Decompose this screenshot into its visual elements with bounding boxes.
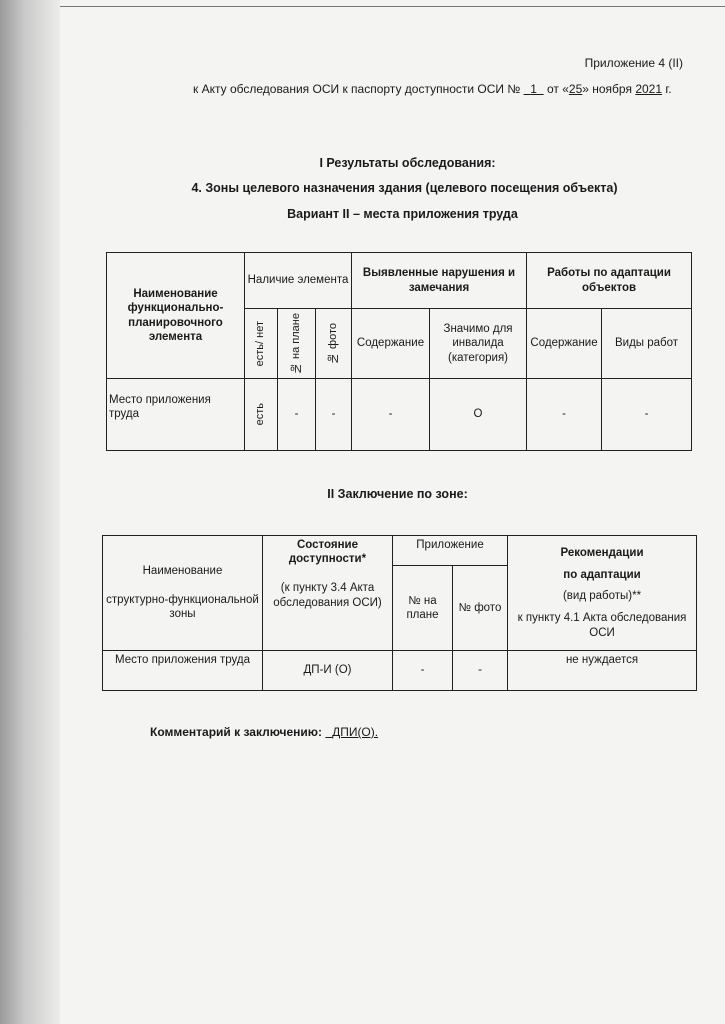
header-significant: Значимо для инвалида (категория) — [430, 309, 527, 379]
row-name: Место приложения труда — [107, 379, 245, 451]
header-work-types: Виды работ — [602, 309, 692, 379]
row-content-2: - — [527, 379, 602, 451]
header-violations: Выявленные нарушения и замечания — [352, 253, 527, 309]
act-month: » ноября — [582, 82, 632, 96]
header-content: Содержание — [352, 309, 430, 379]
row-plan-no-2: - — [393, 651, 453, 691]
row-zone-name: Место приложения труда — [103, 651, 263, 691]
comment-value: ДПИ(О). — [332, 725, 379, 739]
conclusion-table — [102, 535, 697, 691]
act-day: 25 — [568, 82, 583, 96]
row-state: ДП-И (О) — [263, 651, 393, 691]
table-row — [107, 379, 692, 451]
page-edge-line — [60, 6, 725, 7]
scan-shadow — [0, 0, 60, 1024]
header-appendix: Приложение — [393, 536, 508, 566]
header-adaptation: Работы по адаптации объектов — [527, 253, 692, 309]
row-yes-no: есть — [245, 379, 278, 451]
row-content: - — [352, 379, 430, 451]
header-photo-no-2: № фото — [453, 566, 508, 651]
header-recommendations: Рекомендации по адаптации (вид работы)** к пункту 4.1 Акта обследования ОСИ — [508, 536, 697, 651]
section1-subtitle: 4. Зоны целевого назначения здания (целевого посещения объекта) — [191, 181, 618, 195]
row-significant: О — [430, 379, 527, 451]
header-accessibility-state: Состояние доступности* (к пункту 3.4 Акта обследования ОСИ) — [263, 536, 393, 651]
row-photo-no: - — [316, 379, 352, 451]
row-photo-no-2: - — [453, 651, 508, 691]
act-suffix: г. — [665, 82, 672, 96]
act-number: 1 — [530, 82, 537, 96]
row-work-types: - — [602, 379, 692, 451]
act-prefix: к Акту обследования ОСИ к паспорту доступности ОСИ № — [193, 82, 521, 96]
results-table — [106, 252, 692, 451]
act-from: от « — [546, 82, 569, 96]
table-row — [103, 651, 697, 691]
act-reference-line — [193, 82, 672, 96]
comment-label: Комментарий к заключению: — [150, 725, 323, 739]
row-plan-no: - — [278, 379, 316, 451]
header-yes-no: есть/ нет — [245, 309, 278, 379]
header-element-name: Наименование функционально-планировочного элемента — [107, 253, 245, 379]
section1-variant: Вариант II – места приложения труда — [287, 207, 518, 221]
row-recommendation: не нуждается — [508, 651, 697, 691]
header-photo-no: № фото — [316, 309, 352, 379]
header-presence: Наличие элемента — [245, 253, 352, 309]
section2-title: II Заключение по зоне: — [327, 487, 468, 501]
appendix-label: Приложение 4 (II) — [584, 56, 683, 70]
header-zone-name: Наименование структурно-функциональной зоны — [103, 536, 263, 651]
act-year: 2021 — [635, 82, 663, 96]
header-content-2: Содержание — [527, 309, 602, 379]
header-plan-no: № на плане — [278, 309, 316, 379]
section1-title: I Результаты обследования: — [319, 156, 496, 170]
header-plan-no-2: № на плане — [393, 566, 453, 651]
comment-line — [150, 725, 378, 739]
